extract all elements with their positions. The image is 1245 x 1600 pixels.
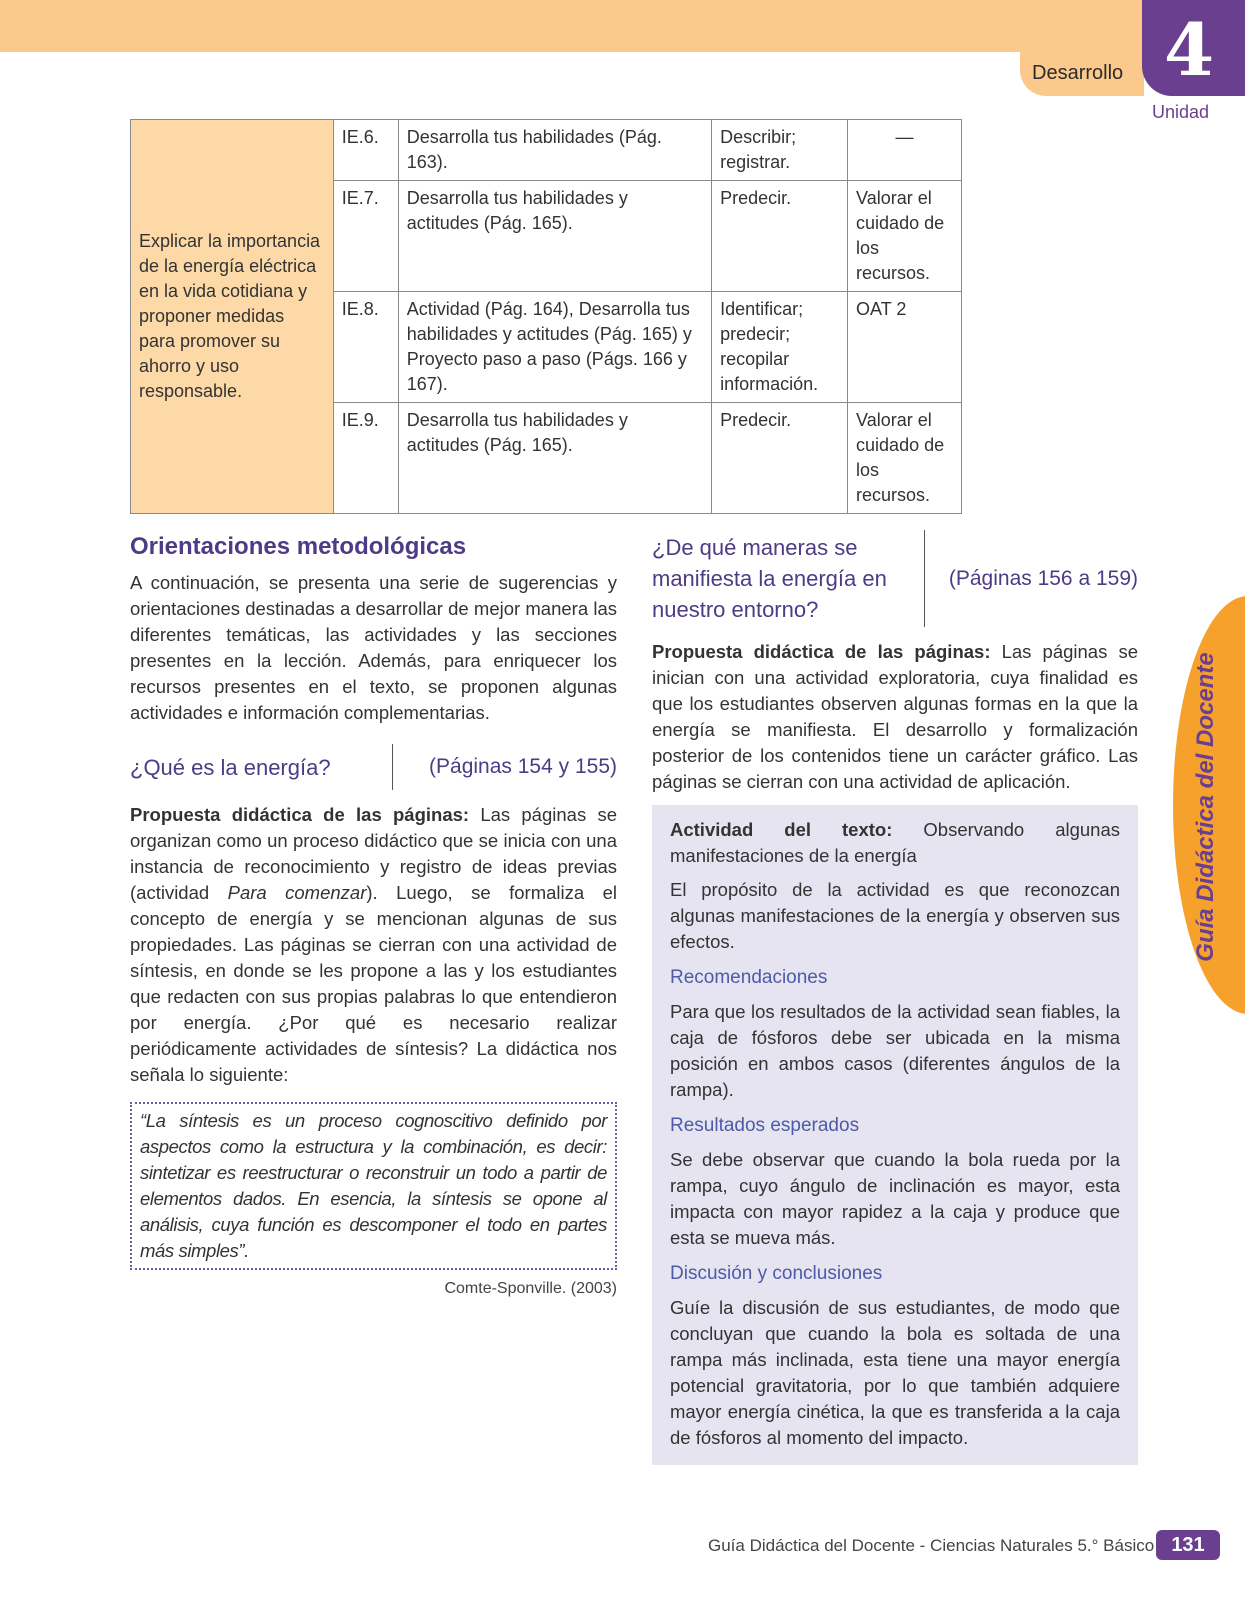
- activity-box: [652, 805, 1138, 1465]
- indicator-code: IE.7.: [333, 181, 398, 292]
- section-pages: (Páginas 154 y 155): [429, 755, 617, 778]
- section-header-manifestations: [652, 530, 1138, 627]
- proposal-text-b: ). Luego, se formaliza el concepto de energía y se mencionan algunas de sus propiedades. Las páginas se cierran con una actividad de síntesis, en donde se les propone a las y los estudiantes que redacten con sus propias palabras lo que entendieron por energía. ¿Por qué es necesario realizar periódicamente actividades de síntesis? La didáctica nos señala lo siguiente:: [130, 882, 617, 1085]
- indicator-skill: Predecir.: [712, 403, 848, 514]
- indicator-attitude: Valorar el cuidado de los recursos.: [848, 403, 962, 514]
- indicator-activity: Desarrolla tus habilidades y actitudes (Pág. 165).: [398, 181, 711, 292]
- discussion-title: Discusión y conclusiones: [670, 1263, 883, 1284]
- right-column: [652, 530, 1138, 1465]
- activity-name: Observando algunas manifestaciones de la energía: [670, 819, 1121, 866]
- learning-objective: Explicar la importancia de la energía eléctrica en la vida cotidiana y proponer medidas para promover su ahorro y uso responsable.: [131, 120, 334, 514]
- section-pages: (Páginas 156 a 159): [948, 566, 1138, 590]
- table-row: [131, 120, 962, 181]
- top-header-band: [0, 0, 1142, 52]
- unit-label: Unidad: [1152, 102, 1210, 122]
- section-tab: [1020, 52, 1144, 96]
- indicator-activity: Desarrolla tus habilidades y actitudes (Pág. 165).: [398, 403, 711, 514]
- indicator-code: IE.6.: [333, 120, 398, 181]
- evaluation-table: [130, 119, 962, 514]
- indicator-skill: Identificar; predecir; recopilar información.: [712, 292, 848, 403]
- section-title: ¿Qué es la energía?: [130, 754, 331, 780]
- methodology-heading: Orientaciones metodológicas: [130, 533, 467, 560]
- results-text: Se debe observar que cuando la bola rueda por la rampa, cuyo ángulo de inclinación es mayor, esta impacta con mayor rapidez a la caja y produce que esta se mueva más.: [670, 1149, 1120, 1248]
- activity-title: [670, 817, 1120, 869]
- indicator-skill: Describir; registrar.: [712, 120, 848, 181]
- indicator-attitude: —: [848, 120, 962, 181]
- activity-label: Actividad del texto:: [670, 819, 893, 840]
- quote-box: [130, 1102, 617, 1270]
- page-number: 131: [1156, 1530, 1220, 1560]
- proposal-label: Propuesta didáctica de las páginas:: [652, 641, 991, 662]
- recommendations-text: Para que los resultados de la actividad sean fiables, la caja de fósforos debe ser ubicada en la misma posición en ambos casos (diferentes ángulos de la rampa).: [670, 1001, 1120, 1100]
- indicator-code: IE.9.: [333, 403, 398, 514]
- discussion-text: Guíe la discusión de sus estudiantes, de modo que concluyan que cuando la bola es soltada de una rampa más inclinada, esta tiene una mayor energía potencial gravitatoria, por lo que también adquiere mayor energía cinética, la que es transferida a la caja de fósforos al momento del impacto.: [670, 1297, 1120, 1448]
- results-title: Resultados esperados: [670, 1115, 860, 1136]
- activity-purpose: El propósito de la actividad es que reconozcan algunas manifestaciones de la energía y observen sus efectos.: [670, 879, 1120, 952]
- proposal-italic: Para comenzar: [227, 882, 367, 903]
- indicator-attitude: Valorar el cuidado de los recursos.: [848, 181, 962, 292]
- methodology-intro: A continuación, se presenta una serie de sugerencias y orientaciones destinadas a desarrollar de mejor manera las diferentes temáticas, las actividades y las secciones presentes en la lección. Además, para enriquecer los recursos presentes en el texto, se proponen algunas actividades e información complementarias.: [130, 572, 617, 723]
- proposal-label: Propuesta didáctica de las páginas:: [130, 804, 470, 825]
- proposal-text: Las páginas se inician con una actividad exploratoria, cuya finalidad es que los estudiantes observen algunas formas en la que la energía se manifiesta. El desarrollo y formalización posterior de los contenidos tiene un carácter gráfico. Las páginas se cierran con una actividad de aplicación.: [652, 641, 1138, 792]
- left-column: [130, 530, 617, 1298]
- recommendations-title: Recomendaciones: [670, 967, 828, 988]
- footer-text: Guía Didáctica del Docente - Ciencias Naturales 5.° Básico: [708, 1536, 1155, 1555]
- proposal-paragraph: [130, 802, 617, 1088]
- indicator-skill: Predecir.: [712, 181, 848, 292]
- quote-source: Comte-Sponville. (2003): [444, 1280, 617, 1297]
- indicator-code: IE.8.: [333, 292, 398, 403]
- indicator-activity: Desarrolla tus habilidades (Pág. 163).: [398, 120, 711, 181]
- side-tab-label: Guía Didáctica del Docente: [1192, 652, 1219, 962]
- unit-number: 4: [1163, 7, 1215, 92]
- proposal-text-a: Las páginas se organizan como un proceso didáctico que se inicia con una instancia de reconocimiento y registro de ideas previas (actividad: [130, 804, 617, 903]
- quote-text: “La síntesis es un proceso cognoscitivo definido por aspectos como la estructura y la combinación, es decir: sintetizar es reestructurar o reconstruir un todo a partir de elementos dados. En esencia, la síntesis se opone al análisis, cuya función es descomponer el todo en partes más simples”.: [140, 1110, 607, 1261]
- indicator-activity: Actividad (Pág. 164), Desarrolla tus habilidades y actitudes (Pág. 165) y Proyecto paso a paso (Págs. 166 y 167).: [398, 292, 711, 403]
- section-label: Desarrollo: [1032, 62, 1124, 84]
- section-title: ¿De qué maneras se manifiesta la energía en nuestro entorno?: [652, 535, 887, 622]
- section-header-energy: [130, 744, 617, 790]
- proposal-paragraph: [652, 639, 1138, 795]
- indicator-attitude: OAT 2: [848, 292, 962, 403]
